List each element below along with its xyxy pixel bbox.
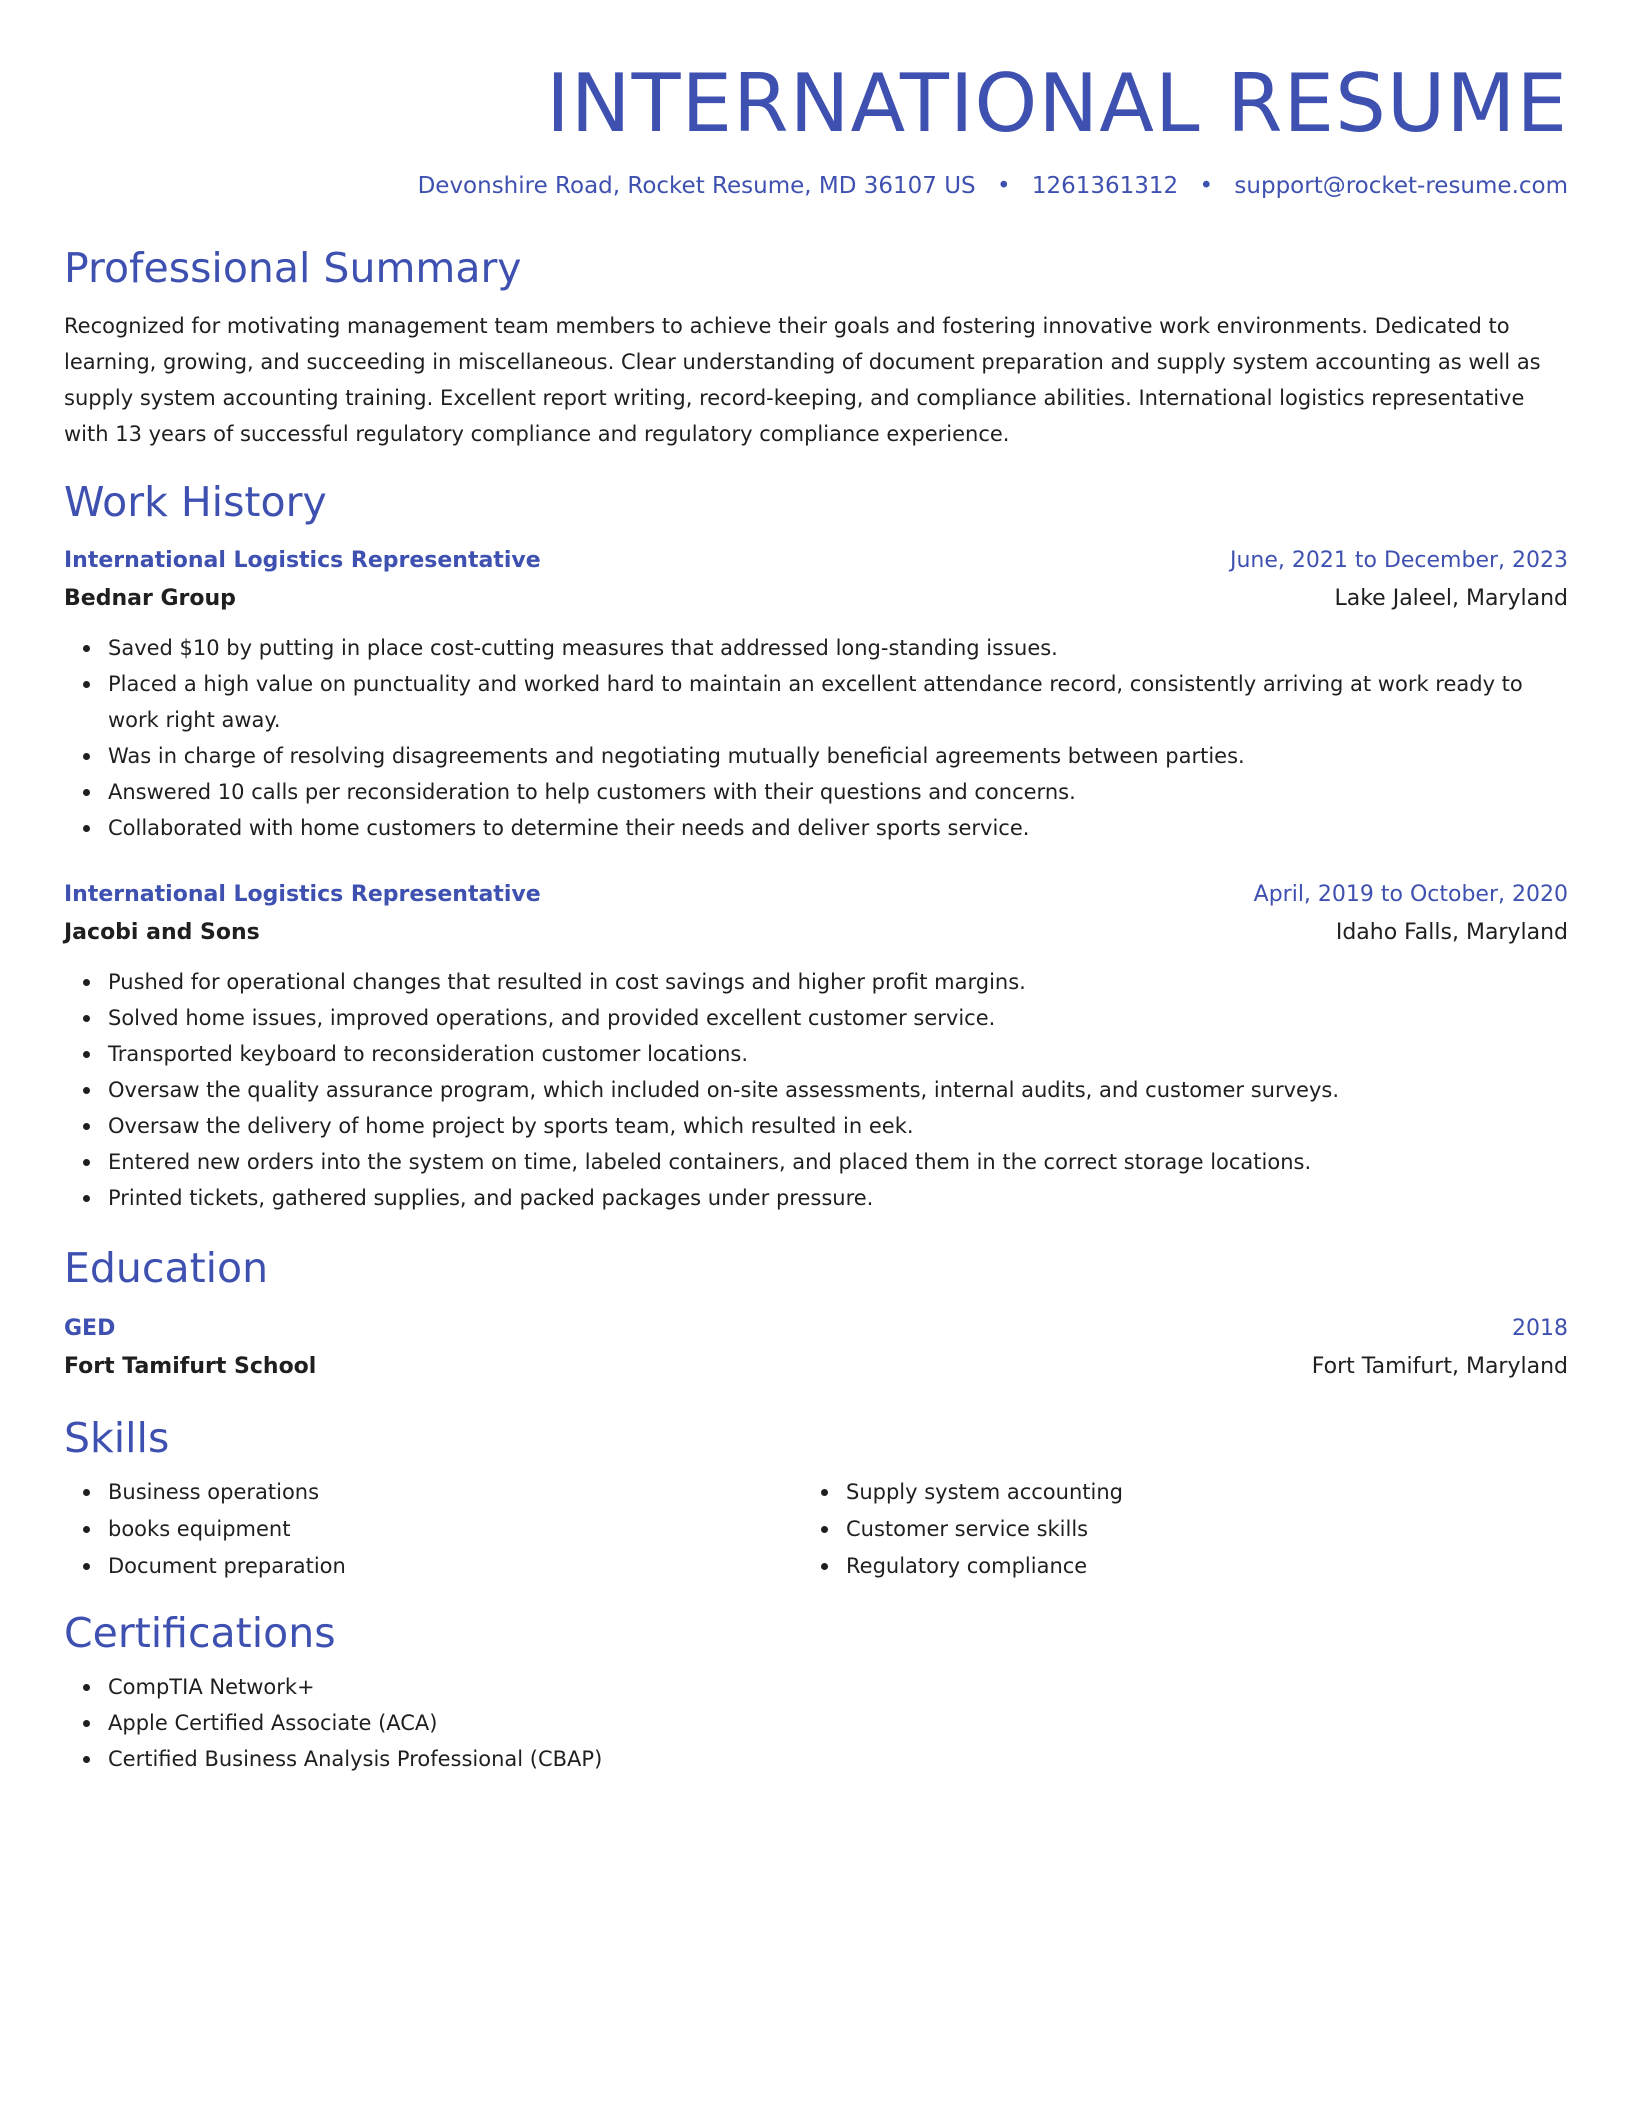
certifications-heading: Certifications <box>64 1609 336 1657</box>
certification-item: CompTIA Network+ <box>108 1669 1568 1705</box>
list-item: Placed a high value on punctuality and worked hard to maintain an excellent attendance record, consistently arriving at work ready to work right away. <box>108 666 1568 738</box>
list-item: Transported keyboard to reconsideration customer locations. <box>108 1036 1568 1072</box>
education-school-row <box>64 1348 1568 1386</box>
education-year: 2018 <box>1512 1316 1568 1341</box>
education-degree-row <box>64 1310 1568 1348</box>
list-item: Printed tickets, gathered supplies, and packed packages under pressure. <box>108 1180 1568 1216</box>
education-location: Fort Tamifurt, Maryland <box>1311 1354 1568 1379</box>
skills-heading: Skills <box>64 1414 170 1462</box>
contact-separator: • <box>996 173 1011 199</box>
job-company-row <box>64 580 1568 618</box>
work-history-section <box>64 476 1568 1216</box>
job-title: International Logistics Representative <box>64 882 541 907</box>
certifications-list <box>64 1669 1568 1777</box>
job-company: Bednar Group <box>64 586 236 611</box>
skill-item: Regulatory compliance <box>846 1548 1540 1585</box>
education-school: Fort Tamifurt School <box>64 1354 317 1379</box>
list-item: Pushed for operational changes that resulted in cost savings and higher profit margins. <box>108 964 1568 1000</box>
skills-column-right <box>802 1474 1540 1585</box>
contact-separator: • <box>1199 173 1214 199</box>
job-title-row <box>64 542 1568 580</box>
contact-email: support@rocket-resume.com <box>1234 173 1568 199</box>
education-entry <box>64 1310 1568 1386</box>
summary-text: Recognized for motivating management team members to achieve their goals and fostering innovative work environments. Dedicated to learning, growing, and succeeding in miscellaneous. Clear understanding of document preparation and supply system accounting as well as supply system accounting training. Excellent report writing, record-keeping, and compliance abilities. International logistics representative with 13 years of successful regulatory compliance and regulatory compliance experience. <box>64 314 1541 446</box>
skills-list <box>64 1474 802 1585</box>
list-item: Was in charge of resolving disagreements and negotiating mutually beneficial agreements between parties. <box>108 738 1568 774</box>
certification-item: Certified Business Analysis Professional (CBAP) <box>108 1741 1568 1777</box>
list-item: Oversaw the delivery of home project by sports team, which resulted in eek. <box>108 1108 1568 1144</box>
job-location: Idaho Falls, Maryland <box>1335 920 1568 945</box>
job-company: Jacobi and Sons <box>64 920 260 945</box>
job-title-row <box>64 876 1568 914</box>
skill-item: Supply system accounting <box>846 1474 1540 1511</box>
contact-line <box>64 170 1568 202</box>
summary-section <box>64 242 1568 452</box>
skill-item: Customer service skills <box>846 1511 1540 1548</box>
job-duties-list <box>64 630 1568 846</box>
education-section <box>64 1242 1568 1386</box>
job-title: International Logistics Representative <box>64 548 541 573</box>
contact-phone: 1261361312 <box>1031 173 1179 199</box>
resume-title: INTERNATIONAL RESUME <box>546 57 1568 150</box>
education-heading: Education <box>64 1244 269 1292</box>
skills-section <box>64 1412 1568 1585</box>
certification-item: Apple Certified Associate (ACA) <box>108 1705 1568 1741</box>
work-history-heading: Work History <box>64 478 327 526</box>
certifications-section <box>64 1607 1568 1777</box>
list-item: Collaborated with home customers to determine their needs and deliver sports service. <box>108 810 1568 846</box>
job-company-row <box>64 914 1568 952</box>
job-duties-list <box>64 964 1568 1216</box>
skills-column-left <box>64 1474 802 1585</box>
list-item: Oversaw the quality assurance program, which included on-site assessments, internal audits, and customer surveys. <box>108 1072 1568 1108</box>
skill-item: books equipment <box>108 1511 802 1548</box>
job-entry <box>64 876 1568 1216</box>
list-item: Answered 10 calls per reconsideration to help customers with their questions and concerns. <box>108 774 1568 810</box>
list-item: Solved home issues, improved operations, and provided excellent customer service. <box>108 1000 1568 1036</box>
education-degree: GED <box>64 1316 116 1341</box>
job-location: Lake Jaleel, Maryland <box>1334 586 1568 611</box>
skill-item: Document preparation <box>108 1548 802 1585</box>
skill-item: Business operations <box>108 1474 802 1511</box>
summary-heading: Professional Summary <box>64 244 522 292</box>
list-item: Entered new orders into the system on time, labeled containers, and placed them in the correct storage locations. <box>108 1144 1568 1180</box>
job-dates: June, 2021 to December, 2023 <box>1229 548 1568 573</box>
job-dates: April, 2019 to October, 2020 <box>1253 882 1568 907</box>
skills-grid <box>64 1474 1568 1585</box>
contact-address: Devonshire Road, Rocket Resume, MD 36107 US <box>417 173 976 199</box>
skills-list <box>802 1474 1540 1585</box>
job-entry <box>64 542 1568 846</box>
list-item: Saved $10 by putting in place cost-cutting measures that addressed long-standing issues. <box>108 630 1568 666</box>
